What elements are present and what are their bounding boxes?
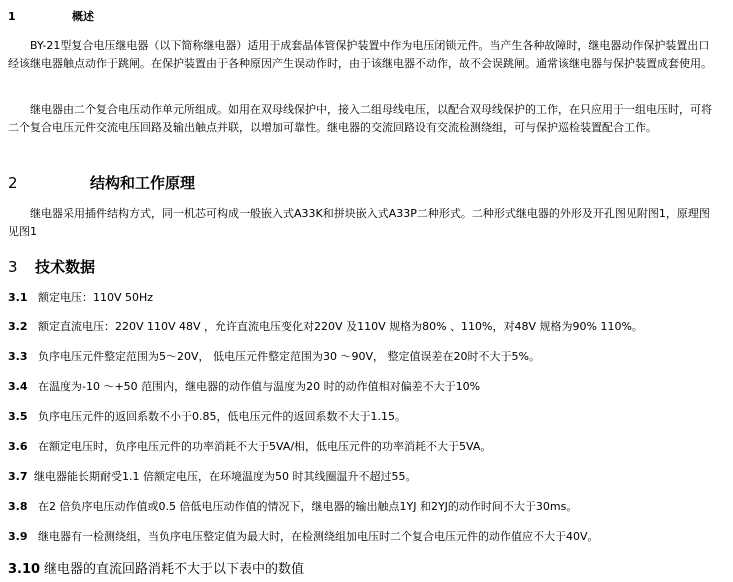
item-text: 额定电压：110V 50Hz: [38, 291, 154, 304]
spec-item: [8, 291, 153, 305]
paragraph: 继电器由二个复合电压动作单元所组成。如用在双母线保护中，接入二组母线电压，以配合双母线保护的工作，在只应用于一组电压时，可将二个复合电压元件交流电压回路及输出触点并联，以增加可靠性。继电器的交流回路设有交流检测绕组，可与保护巡检装置配合工作。: [8, 103, 712, 134]
section-title: 概述: [72, 10, 94, 23]
spec-item: [8, 440, 491, 454]
section-title: 结构和工作原理: [90, 174, 196, 192]
item-number: 3.6: [8, 440, 28, 453]
spec-item: [8, 470, 416, 484]
item-text: 负序电压元件的返回系数不小于0.85，低电压元件的返回系数不大于1.15。: [38, 410, 406, 423]
item-number: 3.5: [8, 410, 28, 423]
item-number: 3.10: [8, 562, 41, 577]
section-number: 3: [8, 258, 18, 276]
item-text: 继电器的直流回路消耗不大于以下表中的数值: [44, 562, 305, 577]
item-text: 在2 倍负序电压动作值或0.5 倍低电压动作值的情况下，继电器的输出触点1YJ 和2YJ的动作时间不大于30ms。: [38, 500, 578, 513]
item-number: 3.9: [8, 530, 28, 543]
item-number: 3.3: [8, 350, 28, 363]
item-number: 3.7: [8, 470, 28, 483]
section-3-heading: [8, 256, 95, 277]
item-number: 3.2: [8, 320, 28, 333]
item-text: 继电器能长期耐受1.1 倍额定电压，在环境温度为50 时其线圈温升不超过55。: [34, 470, 417, 483]
item-number: 3.1: [8, 291, 28, 304]
spec-item: [8, 530, 599, 544]
paragraph: BY-21型复合电压继电器（以下简称继电器）适用于成套晶体管保护装置中作为电压闭锁元件。当产生各种故障时，继电器动作保护装置出口经该继电器触点动作于跳闸。在保护装置由于各种原因产生误动作时，由于该继电器不动作，故不会误跳闸。通常该继电器与保护装置成套使用。: [8, 39, 712, 70]
spec-item: [8, 500, 577, 514]
item-number: 3.4: [8, 380, 28, 393]
spec-item: [8, 350, 540, 364]
item-number: 3.8: [8, 500, 28, 513]
item-text: 在额定电压时，负序电压元件的功率消耗不大于5VA/相，低电压元件的功率消耗不大于5VA。: [38, 440, 492, 453]
item-text: 额定直流电压：220V 110V 48V ，允许直流电压变化对220V 及110V 规格为80% 、110%，对48V 规格为90% 110%。: [38, 320, 643, 333]
item-text: 在温度为-10 ～+50 范围内，继电器的动作值与温度为20 时的动作值相对偏差不大于10%: [38, 380, 481, 393]
section-number: 1: [8, 10, 16, 23]
spec-item: [8, 320, 643, 334]
paragraph: 继电器采用插件结构方式，同一机芯可构成一般嵌入式A33K和拼块嵌入式A33P二种形式。二种形式继电器的外形及开孔图见附图1，原理图见图1: [8, 207, 710, 238]
spec-item: [8, 410, 406, 424]
item-text: 负序电压元件整定范围为5～20V， 低电压元件整定范围为30 ～90V， 整定值误差在20时不大于5%。: [38, 350, 540, 363]
spec-item: [8, 380, 480, 394]
section-2-heading: [8, 172, 195, 193]
section-1-heading: [8, 8, 94, 24]
section-number: 2: [8, 174, 18, 192]
section-title: 技术数据: [35, 258, 96, 276]
spec-item: [8, 562, 304, 578]
item-text: 继电器有一检测绕组，当负序电压整定值为最大时，在检测绕组加电压时二个复合电压元件的动作值应不大于40V。: [38, 530, 599, 543]
